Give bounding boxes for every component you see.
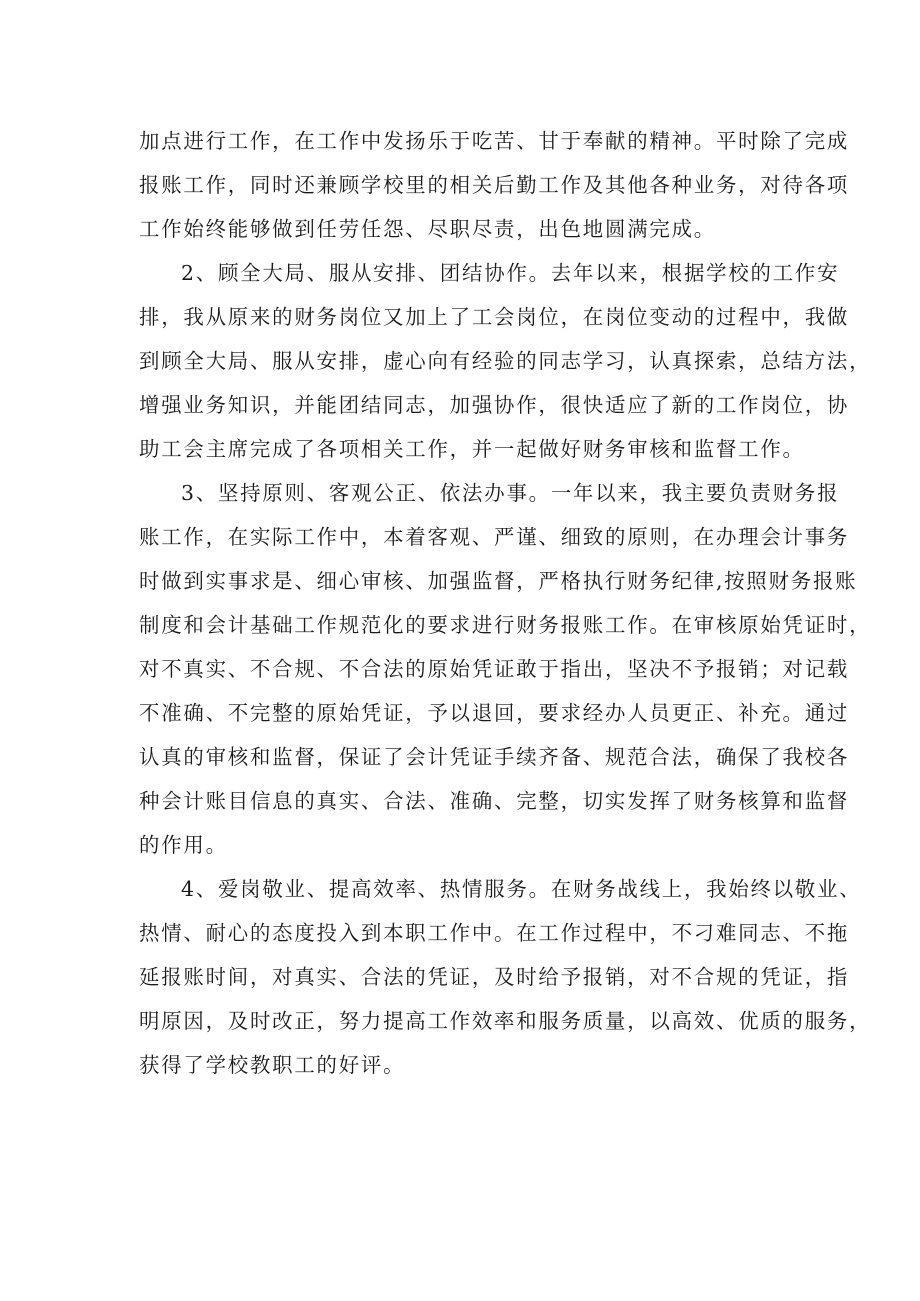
text-line: 到顾全大局、服从安排，虚心向有经验的同志学习，认真探索，总结方法， [139, 349, 872, 373]
text-line: 获得了学校教职工的好评。 [139, 1053, 406, 1077]
body-text [139, 119, 872, 1087]
text-line: 热情、耐心的态度投入到本职工作中。在工作过程中，不刁难同志、不拖 [139, 921, 850, 945]
text-line: 明原因，及时改正，努力提高工作效率和服务质量，以高效、优质的服务， [139, 1009, 872, 1033]
paragraph-2-first-line: 2、顾全大局、服从安排、团结协作。去年以来，根据学校的工作安 [181, 261, 840, 285]
text-line: 排，我从原来的财务岗位又加上了工会岗位，在岗位变动的过程中，我做 [139, 305, 850, 329]
paragraph-3-first-line: 3、坚持原则、客观公正、依法办事。一年以来，我主要负责财务报 [181, 481, 840, 505]
text-line: 增强业务知识，并能团结同志，加强协作，很快适应了新的工作岗位，协 [139, 393, 850, 417]
text-line: 认真的审核和监督，保证了会计凭证手续齐备、规范合法，确保了我校各 [139, 745, 850, 769]
text-line: 的作用。 [139, 833, 228, 857]
text-line: 助工会主席完成了各项相关工作，并一起做好财务审核和监督工作。 [139, 437, 805, 461]
text-line: 种会计账目信息的真实、合法、准确、完整，切实发挥了财务核算和监督 [139, 789, 850, 813]
text-line: 对不真实、不合规、不合法的原始凭证敢于指出，坚决不予报销；对记载 [139, 657, 850, 681]
text-line: 工作始终能够做到任劳任怨、尽职尽责，出色地圆满完成。 [139, 217, 716, 241]
text-line: 制度和会计基础工作规范化的要求进行财务报账工作。在审核原始凭证时， [139, 613, 872, 637]
text-line: 加点进行工作，在工作中发扬乐于吃苦、甘于奉献的精神。平时除了完成 [139, 129, 850, 153]
text-line: 报账工作，同时还兼顾学校里的相关后勤工作及其他各种业务，对待各项 [139, 173, 850, 197]
text-line: 时做到实事求是、细心审核、加强监督，严格执行财务纪律,按照财务报账 [139, 569, 858, 593]
text-line: 账工作，在实际工作中，本着客观、严谨、细致的原则，在办理会计事务 [139, 525, 850, 549]
paragraph-4-first-line: 4、爱岗敬业、提高效率、热情服务。在财务战线上，我始终以敬业、 [181, 877, 862, 901]
text-line: 不准确、不完整的原始凭证，予以退回，要求经办人员更正、补充。通过 [139, 701, 850, 725]
text-line: 延报账时间，对真实、合法的凭证，及时给予报销，对不合规的凭证，指 [139, 965, 850, 989]
